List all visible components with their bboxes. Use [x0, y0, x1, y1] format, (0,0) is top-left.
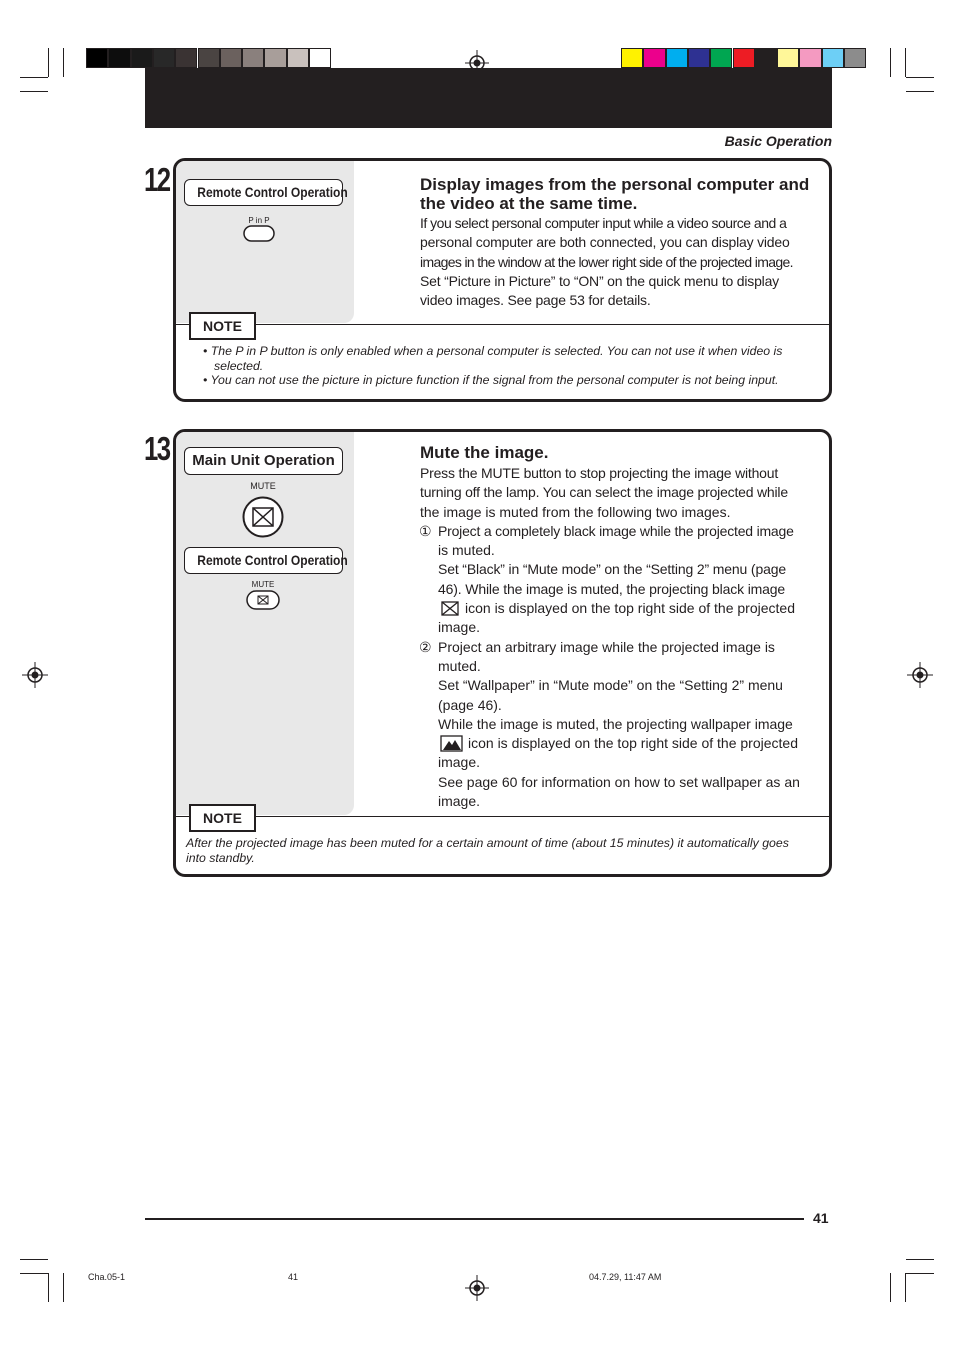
color-swatch [822, 48, 844, 68]
body-line: video images. See page 53 for details. [420, 292, 651, 309]
note-badge: NOTE [189, 312, 256, 340]
step-12-heading: Display images from the personal computer and the video at the same time. [420, 175, 810, 213]
registration-mark-icon [465, 1275, 489, 1301]
color-swatch [131, 48, 153, 68]
body-line: If you select personal computer input while a video source and a [420, 215, 787, 231]
main-unit-operation-label: Main Unit Operation [184, 447, 343, 475]
body-line: image. [438, 619, 481, 636]
note-line: selected. [214, 358, 264, 373]
color-swatch [309, 48, 331, 68]
crop-mark [20, 1259, 48, 1260]
crop-mark [906, 91, 934, 92]
body-line: See page 60 for information on how to set wallpaper as an [438, 773, 800, 790]
color-swatch [643, 48, 665, 68]
body-line: icon is displayed on the top right side of the projected [468, 735, 798, 752]
pinp-button[interactable] [243, 225, 275, 243]
crop-mark [48, 48, 49, 77]
color-swatch [153, 48, 175, 68]
color-swatch [666, 48, 688, 68]
color-swatch [621, 48, 643, 68]
crop-mark [63, 48, 64, 77]
color-swatch [777, 48, 799, 68]
remote-mute-caption: MUTE [251, 580, 275, 589]
crop-mark [906, 1259, 934, 1260]
note-line: into standby. [186, 850, 255, 865]
crop-mark [63, 1273, 64, 1302]
step-13-heading: Mute the image. [420, 443, 549, 462]
page-number: 41 [813, 1210, 829, 1226]
body-line: Project a completely black image while the projected image [438, 522, 794, 539]
step-number-13: 13 [144, 430, 170, 467]
body-line: 46). While the image is muted, the projecting black image [438, 580, 786, 597]
remote-mute-button[interactable] [246, 590, 280, 610]
slug-date: 04.7.29, 11:47 AM [589, 1272, 662, 1282]
step-12-body [420, 214, 825, 310]
color-swatch [287, 48, 309, 68]
step-12-notes [203, 344, 823, 388]
slug-file: Cha.05-1 [88, 1272, 126, 1282]
crop-mark [20, 1273, 48, 1274]
body-line: personal computer are both connected, you can display video [420, 234, 790, 251]
note-divider [176, 324, 829, 325]
body-line: While the image is muted, the projecting wallpaper image [438, 715, 793, 732]
crop-mark [905, 1273, 906, 1302]
step-13-notes [186, 836, 826, 865]
color-swatch [198, 48, 220, 68]
registration-mark-icon [22, 662, 48, 688]
footer-rule [145, 1218, 804, 1220]
color-swatch [264, 48, 286, 68]
crop-mark [905, 48, 906, 77]
color-swatch [755, 48, 777, 68]
crop-mark [906, 1273, 934, 1274]
pinp-button-caption: P in P [248, 216, 270, 225]
color-swatch [108, 48, 130, 68]
remote-control-operation-label [184, 547, 348, 574]
step-13-body [420, 464, 828, 811]
color-swatch [710, 48, 732, 68]
body-line: images in the window at the lower right side of the projected image. [420, 253, 793, 270]
list-marker-1: ① [419, 522, 432, 539]
main-mute-button[interactable] [242, 496, 284, 538]
header-bar [145, 68, 832, 128]
note-line: • You can not use the picture in picture function if the signal from the personal computer is not being input. [203, 373, 779, 387]
color-swatch [844, 48, 866, 68]
body-line: Set “Picture in Picture” to “ON” on the quick menu to display [420, 272, 779, 289]
list-marker-2: ② [419, 638, 432, 655]
wallpaper-icon [440, 735, 463, 752]
color-swatch [175, 48, 197, 68]
color-swatch [799, 48, 821, 68]
registration-mark-icon [907, 662, 933, 688]
crop-mark [906, 77, 934, 78]
step-number-12: 12 [144, 161, 170, 198]
body-line: Set “Black” in “Mute mode” on the “Setting 2” menu (page [438, 561, 786, 578]
mute-icon [441, 601, 459, 616]
body-line: (page 46). [438, 696, 502, 713]
body-line: Set “Wallpaper” in “Mute mode” on the “Setting 2” menu [438, 677, 783, 694]
body-line: Press the MUTE button to stop projecting the image without [420, 465, 779, 481]
body-line: is muted. [438, 542, 495, 559]
color-swatch [220, 48, 242, 68]
body-line: muted. [438, 657, 481, 674]
crop-mark [20, 77, 48, 78]
crop-mark [20, 91, 48, 92]
color-swatch [688, 48, 710, 68]
color-swatch [733, 48, 755, 68]
body-line: Project an arbitrary image while the projected image is [438, 638, 775, 655]
note-line: After the projected image has been muted for a certain amount of time (about 15 minutes) it automatically goes [186, 836, 789, 850]
note-line: • The P in P button is only enabled when a personal computer is selected. You can not use it when video is [203, 344, 783, 358]
crop-mark [48, 1273, 49, 1302]
slug-page: 41 [288, 1272, 299, 1282]
body-line: icon is displayed on the top right side of the projected [465, 600, 795, 617]
note-divider [176, 816, 829, 817]
remote-control-operation-text: Remote Control Operation [197, 184, 348, 200]
body-line: image. [438, 793, 481, 810]
main-mute-caption: MUTE [250, 481, 276, 491]
body-line: turning off the lamp. You can select the image projected while [420, 484, 788, 501]
body-line: the image is muted from the following two images. [420, 503, 731, 520]
color-swatch [86, 48, 108, 68]
crop-mark [890, 48, 891, 77]
remote-control-operation-text: Remote Control Operation [197, 552, 348, 568]
section-label: Basic Operation [724, 133, 832, 149]
crop-mark [890, 1273, 891, 1302]
body-line: image. [438, 754, 481, 771]
note-badge: NOTE [189, 804, 256, 832]
color-swatch [242, 48, 264, 68]
remote-control-operation-label [184, 179, 348, 206]
